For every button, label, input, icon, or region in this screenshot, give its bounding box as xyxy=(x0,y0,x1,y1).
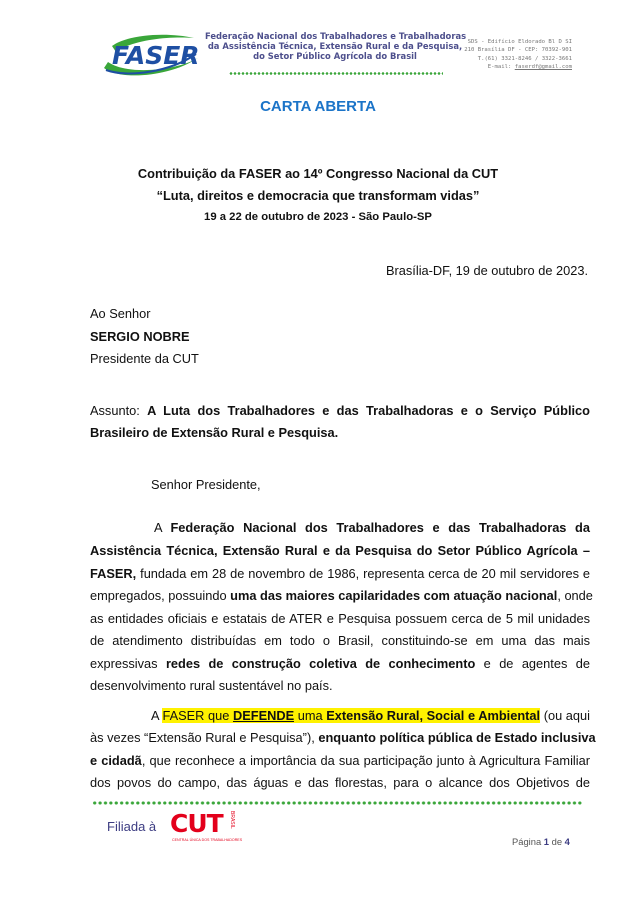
date-line: Brasília-DF, 19 de outubro de 2023. xyxy=(386,263,589,278)
cut-logo-subtitle: CENTRAL ÚNICA DOS TRABALHADORES xyxy=(172,838,243,842)
cut-logo-country: BRASIL xyxy=(229,811,235,829)
affiliation-label: Filiada à xyxy=(107,819,157,834)
contact-block xyxy=(462,38,572,71)
footer-dotted-divider xyxy=(92,801,582,805)
subject-line: Brasileiro de Extensão Rural e Pesquisa. xyxy=(90,425,339,440)
paragraph-line: FASER, fundada em 28 de novembro de 1986, representa cerca de 20 mil servidores e xyxy=(90,566,590,581)
recipient-role: Presidente da CUT xyxy=(90,351,199,366)
address-line: SDS - Edifício Eldorado Bl D SI xyxy=(467,39,572,45)
recipient-name: SERGIO NOBRE xyxy=(90,329,190,344)
highlighted-text: uma xyxy=(294,708,327,723)
email-line: E-mail: faserdf@gmail.com xyxy=(487,63,572,70)
paragraph-line: A Federação Nacional dos Trabalhadores e das Trabalhadoras da xyxy=(154,520,590,535)
highlighted-text: DEFENDE xyxy=(232,708,295,723)
document-subtitle: Contribuição da FASER ao 14º Congresso Nacional da CUT xyxy=(137,166,499,181)
paragraph-line: e cidadã, que reconhece a importância da sua participação junto à Agricultura Familiar xyxy=(90,753,590,768)
federation-name xyxy=(205,31,465,62)
federation-line: do Setor Público Agrícola do Brasil xyxy=(253,51,417,62)
phone-line: T.(61) 3321-8246 / 3322-3661 xyxy=(477,55,572,62)
letterhead xyxy=(0,0,636,90)
header-dotted-divider xyxy=(229,72,443,75)
paragraph-line: de atendimento distribuídas em todo o Brasil, constituindo-se em uma das mais xyxy=(90,633,590,648)
highlighted-text: Extensão Rural, Social e Ambiental xyxy=(326,708,541,723)
federation-line: Federação Nacional dos Trabalhadores e Trabalhadoras xyxy=(205,31,467,41)
address-line: 210 Brasília DF - CEP: 70392-901 xyxy=(464,47,572,54)
congress-slogan: “Luta, direitos e democracia que transformam vidas” xyxy=(156,188,480,203)
highlighted-text: FASER que xyxy=(162,708,233,723)
recipient-salutation: Ao Senhor xyxy=(90,306,151,321)
paragraph-line: dos povos do campo, das águas e das florestas, para o alcance dos Objetivos de xyxy=(90,775,590,790)
paragraph-line: expressivas redes de construção coletiva de conhecimento e de agentes de xyxy=(90,656,590,671)
paragraph-line: Assistência Técnica, Extensão Rural e da Pesquisa do Setor Público Agrícola – xyxy=(90,543,590,558)
paragraph-line: as entidades oficiais e estatais de ATER e Pesquisa possuem cerca de 5 mil unidades xyxy=(90,611,590,626)
paragraph-line: às vezes “Extensão Rural e Pesquisa”), enquanto política pública de Estado inclusiva xyxy=(90,730,596,745)
email-link[interactable]: faserdf@gmail.com xyxy=(514,63,572,70)
cut-logo: CUT xyxy=(170,809,223,838)
paragraph-line: empregados, possuindo uma das maiores capilaridades com atuação nacional, onde xyxy=(90,588,593,603)
congress-dates: 19 a 22 de outubro de 2023 - São Paulo-SP xyxy=(204,211,432,223)
paragraph-line: desenvolvimento rural sustentável no país. xyxy=(90,678,333,693)
paragraph-line: A FASER que DEFENDE uma Extensão Rural, Social e Ambiental (ou aqui xyxy=(151,708,590,723)
page-number: Página 1 de 4 xyxy=(512,836,570,847)
greeting: Senhor Presidente, xyxy=(151,477,261,492)
logo-text: FASER xyxy=(112,41,200,70)
federation-line: da Assistência Técnica, Extensão Rural e da Pesquisa, xyxy=(207,41,463,52)
subject-line: Assunto: A Luta dos Trabalhadores e das Trabalhadoras e o Serviço Público xyxy=(90,403,590,418)
document-title: CARTA ABERTA xyxy=(260,98,376,115)
faser-logo xyxy=(98,28,202,80)
